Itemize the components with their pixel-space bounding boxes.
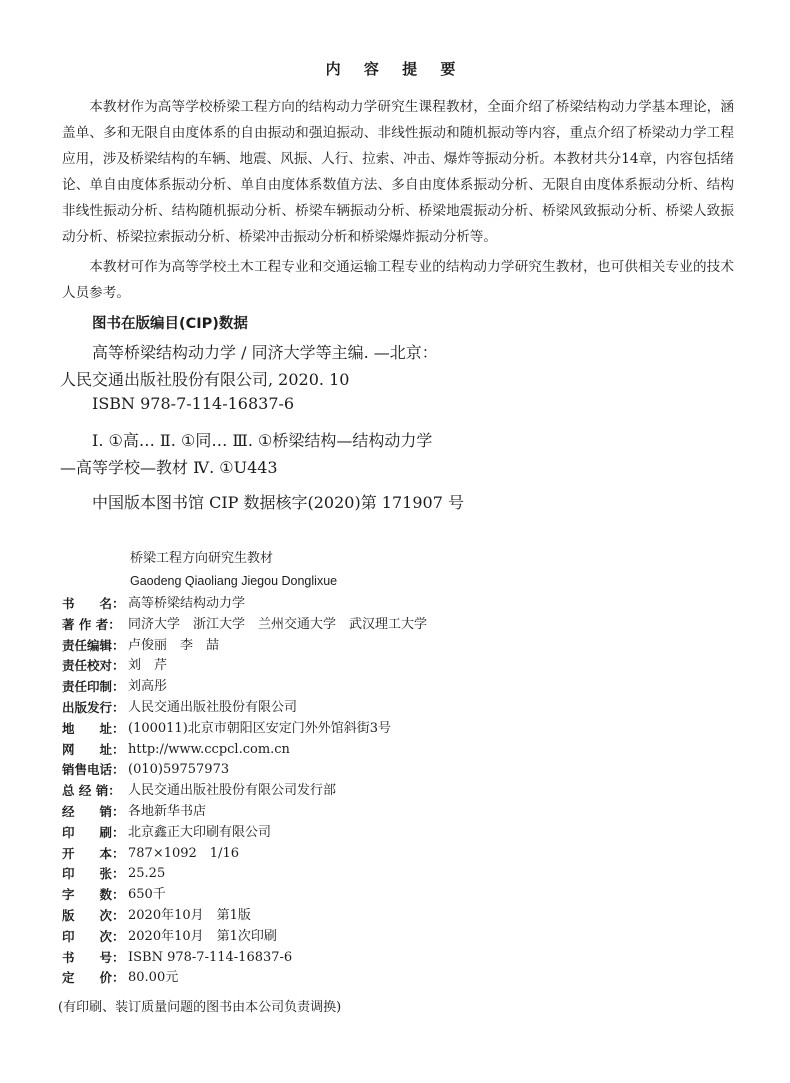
- imprint-row: [62, 844, 427, 865]
- cip-line: 人民交通出版社股份有限公司, 2020. 10: [60, 370, 350, 389]
- imprint-label: 书 号：: [62, 949, 125, 965]
- imprint-row: [62, 677, 427, 698]
- series-name: 桥梁工程方向研究生教材: [130, 551, 274, 566]
- imprint-row: [62, 781, 427, 802]
- imprint-value: 同济大学 浙江大学 兰州交通大学 武汉理工大学: [128, 616, 428, 632]
- cip-line: ISBN 978-7-114-16837-6: [92, 394, 295, 413]
- imprint-value: 卢俊丽 李 喆: [128, 637, 220, 653]
- imprint-value: 北京鑫正大印刷有限公司: [128, 824, 272, 840]
- imprint-value: 650千: [128, 887, 166, 903]
- imprint-label: 印 张：: [62, 866, 125, 882]
- imprint-label: 责任校对：: [62, 658, 125, 674]
- imprint-value: (010)59757973: [128, 762, 230, 778]
- imprint-label: 总 经 销：: [62, 783, 121, 799]
- imprint-value: (100011)北京市朝阳区安定门外外馆斜街3号: [128, 720, 392, 736]
- imprint-label: 书 名：: [62, 596, 125, 611]
- imprint-value: ISBN 978-7-114-16837-6: [128, 949, 293, 965]
- imprint-row: [62, 823, 427, 844]
- imprint-row: [62, 927, 427, 948]
- imprint-row: [62, 968, 427, 989]
- imprint-label: 责任编辑：: [62, 637, 125, 653]
- imprint-label: 著 作 者：: [62, 616, 121, 632]
- summary-paragraph: 本教材可作为高等学校土木工程专业和交通运输工程专业的结构动力学研究生教材，也可供相关专业的技术人员参考。: [62, 259, 734, 301]
- imprint-label: 责任印制：: [62, 679, 125, 695]
- summary-paragraph: 本教材作为高等学校桥梁工程方向的结构动力学研究生课程教材，全面介绍了桥梁结构动力学基本理论，涵盖单、多和无限自由度体系的自由振动和强迫振动、非线性振动和随机振动等内容，重点介绍了桥梁动力学工程应用，涉及桥梁结构的车辆、地震、风振、人行、拉索、冲击、爆炸等振动分析。本教材共分14章，内容包括绪论、单自由度体系振动分析、单自由度体系数值方法、多自由度体系振动分析、无限自由度体系振动分析、结构非线性振动分析、结构随机振动分析、桥梁车辆振动分析、桥梁地震振动分析、桥梁风致振动分析、桥梁人致振动分析、桥梁拉索振动分析、桥梁冲击振动分析和桥梁爆炸振动分析等。: [62, 99, 734, 245]
- imprint-label: 销售电话：: [62, 762, 125, 778]
- imprint-value: 787×1092 1/16: [128, 845, 239, 861]
- imprint-label: 定 价：: [62, 970, 125, 986]
- imprint-row: [62, 885, 427, 906]
- imprint-label: 版 次：: [62, 907, 125, 923]
- imprint-label: 印 次：: [62, 928, 125, 944]
- imprint-value: 人民交通出版社股份有限公司: [128, 699, 298, 715]
- imprint-value: 25.25: [128, 866, 166, 882]
- imprint-row: [62, 760, 427, 781]
- imprint-row: [62, 740, 427, 761]
- imprint-value: 刘高彤: [128, 679, 168, 695]
- cip-line: Ⅰ. ①高… Ⅱ. ①同… Ⅲ. ①桥梁结构—结构动力学: [92, 431, 433, 450]
- title-pinyin: Gaodeng Qiaoliang Jiegou Donglixue: [130, 574, 338, 588]
- series-info: [130, 548, 337, 592]
- imprint-value: http://www.ccpcl.com.cn: [128, 741, 290, 757]
- imprint-value: 人民交通出版社股份有限公司发行部: [128, 783, 337, 799]
- imprint-list: [62, 594, 427, 989]
- imprint-label: 字 数：: [62, 887, 125, 903]
- imprint-row: [62, 615, 427, 636]
- cip-heading: 图书在版编目(CIP)数据: [92, 316, 248, 332]
- imprint-label: 地 址：: [62, 720, 125, 736]
- imprint-row: [62, 719, 427, 740]
- imprint-row: [62, 698, 427, 719]
- imprint-row: [62, 948, 427, 969]
- imprint-label: 经 销：: [62, 803, 125, 819]
- imprint-value: 2020年10月 第1次印刷: [128, 928, 277, 944]
- imprint-label: 网 址：: [62, 741, 125, 757]
- imprint-value: 高等桥梁结构动力学: [128, 596, 246, 611]
- imprint-row: [62, 636, 427, 657]
- imprint-label: 出版发行：: [62, 699, 125, 715]
- cip-line: 中国版本图书馆 CIP 数据核字(2020)第 171907 号: [92, 493, 464, 512]
- imprint-label: 印 刷：: [62, 824, 125, 840]
- imprint-value: 2020年10月 第1版: [128, 907, 251, 923]
- imprint-value: 刘 芹: [128, 658, 168, 674]
- imprint-row: [62, 594, 427, 615]
- quality-note: (有印刷、装订质量问题的图书由本公司负责调换): [58, 1000, 342, 1015]
- imprint-row: [62, 656, 427, 677]
- imprint-value: 80.00元: [128, 970, 179, 986]
- imprint-row: [62, 906, 427, 927]
- imprint-label: 开 本：: [62, 845, 125, 861]
- imprint-value: 各地新华书店: [128, 803, 207, 819]
- summary-block: [62, 94, 734, 310]
- imprint-row: [62, 802, 427, 823]
- cip-line: —高等学校—教材 Ⅳ. ①U443: [60, 458, 278, 477]
- cip-line: 高等桥梁结构动力学 / 同济大学等主编. —北京：: [92, 343, 438, 362]
- summary-title: 内 容 提 要: [325, 60, 465, 78]
- imprint-row: [62, 864, 427, 885]
